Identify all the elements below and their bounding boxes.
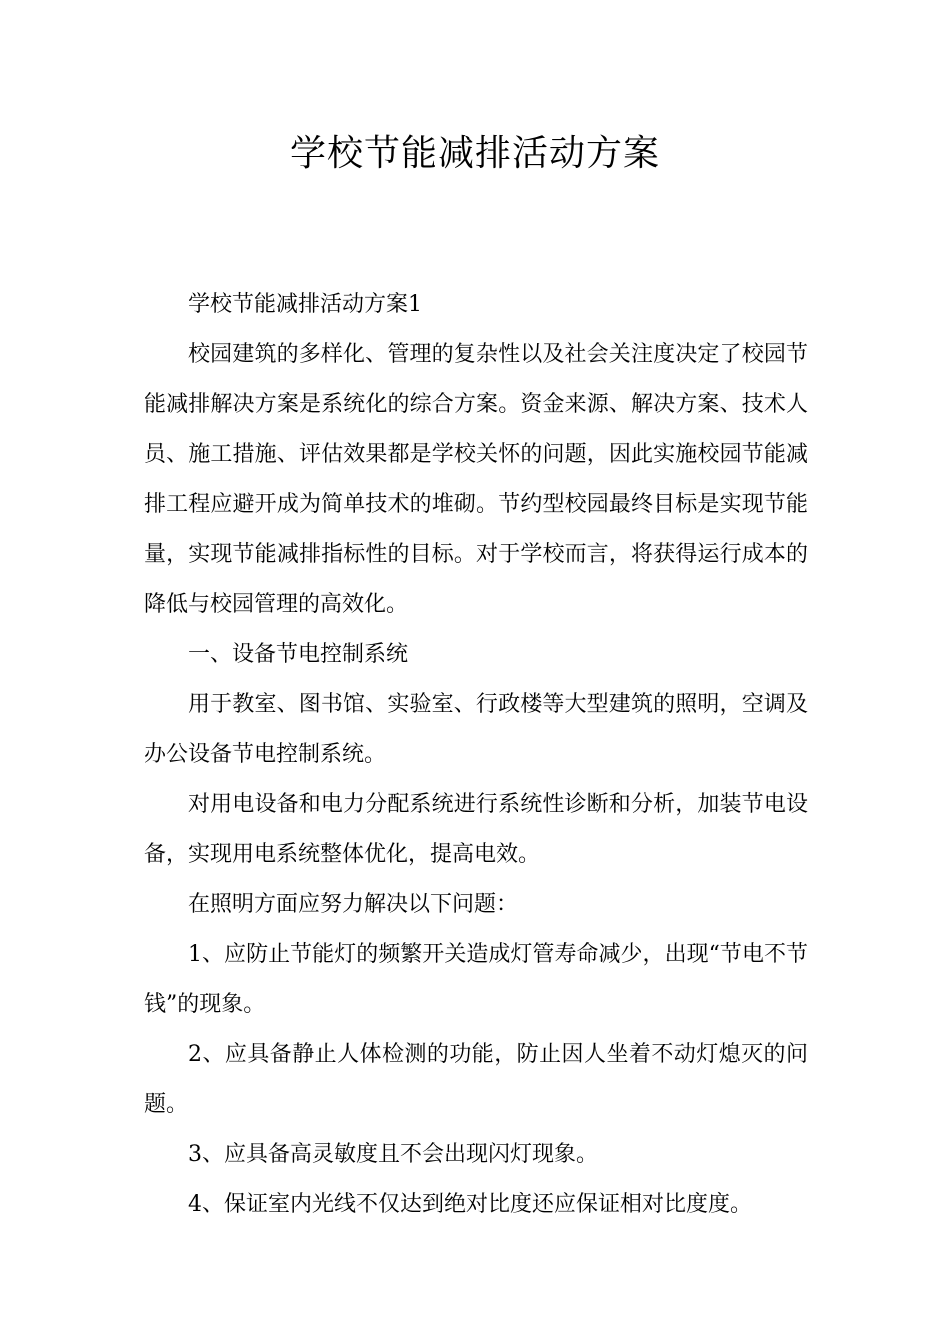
section-heading: 一、设备节电控制系统 bbox=[188, 642, 409, 667]
body-paragraph: 用于教室、图书馆、实验室、行政楼等大型建筑的照明，空调及办公设备节电控制系统。 bbox=[144, 692, 808, 767]
list-item: 3、应具备高灵敏度且不会出现闪灯现象。 bbox=[188, 1142, 598, 1167]
intro-paragraph: 校园建筑的多样化、管理的复杂性以及社会关注度决定了校园节能减排解决方案是系统化的综合方案。资金来源、解决方案、技术人员、施工措施、评估效果都是学校关怀的问题，因此实施校园节能减排工程应避开成为简单技术的堆砌。节约型校园最终目标是实现节能量，实现节能减排指标性的目标。对于学校而言，将获得运行成本的降低与校园管理的高效化。 bbox=[144, 342, 808, 617]
document-body bbox=[144, 280, 808, 1230]
subtitle-paragraph: 学校节能减排活动方案1 bbox=[188, 292, 422, 317]
list-item: 4、保证室内光线不仅达到绝对比度还应保证相对比度度。 bbox=[188, 1192, 752, 1217]
list-item: 2、应具备静止人体检测的功能，防止因人坐着不动灯熄灭的问题。 bbox=[144, 1042, 808, 1117]
body-paragraph: 在照明方面应努力解决以下问题： bbox=[188, 892, 519, 917]
body-paragraph: 对用电设备和电力分配系统进行系统性诊断和分析，加装节电设备，实现用电系统整体优化，提高电效。 bbox=[144, 792, 808, 867]
list-item: 1、应防止节能灯的频繁开关造成灯管寿命减少，出现“节电不节钱”的现象。 bbox=[144, 942, 808, 1017]
document-title: 学校节能减排活动方案 bbox=[289, 133, 660, 174]
